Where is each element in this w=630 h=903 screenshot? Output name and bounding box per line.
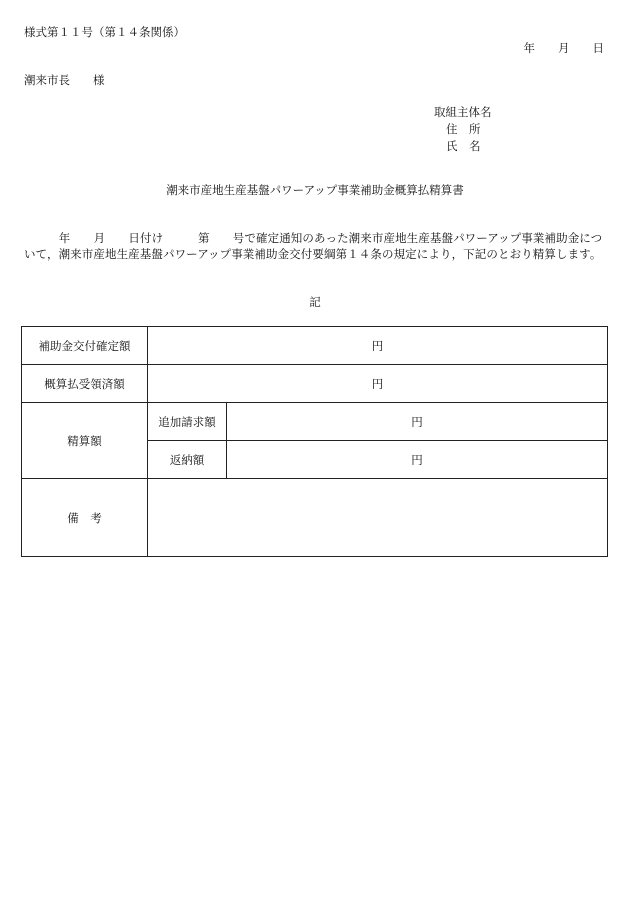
document-title: 潮来市産地生産基盤パワーアップ事業補助金概算払精算書 — [166, 183, 464, 197]
prepaid-amount-label: 概算払受領済額 — [22, 365, 148, 403]
refund-label: 返納額 — [148, 441, 227, 479]
settlement-amount-label: 精算額 — [22, 403, 148, 479]
table-row — [22, 365, 608, 403]
applicant-block — [434, 104, 492, 155]
table-row — [22, 403, 608, 441]
table-row — [22, 327, 608, 365]
ki-heading: 記 — [309, 295, 321, 309]
applicant-name-label: 氏 名 — [446, 139, 481, 153]
additional-claim-value: 円 — [227, 403, 608, 441]
confirmed-amount-value: 円 — [148, 327, 608, 365]
date-line: 年 月 日 — [523, 41, 604, 55]
additional-claim-label: 追加請求額 — [148, 403, 227, 441]
settlement-table — [21, 326, 608, 557]
remarks-value — [148, 479, 608, 557]
refund-value: 円 — [227, 441, 608, 479]
remarks-label: 備 考 — [22, 479, 148, 557]
table-row — [22, 479, 608, 557]
confirmed-amount-label: 補助金交付確定額 — [22, 327, 148, 365]
applicant-org-label: 取組主体名 — [434, 105, 492, 119]
applicant-address-label: 住 所 — [446, 122, 481, 136]
addressee: 潮来市長 様 — [24, 73, 105, 87]
form-number: 様式第１１号（第１４条関係） — [24, 25, 185, 39]
body-paragraph: 年 月 日付け 第 号で確定通知のあった潮来市産地生産基盤パワーアップ事業補助金について，潮来市産地生産基盤パワーアップ事業補助金交付要綱第１４条の規定により，下記のとおり精算します。 — [24, 231, 603, 261]
prepaid-amount-value: 円 — [148, 365, 608, 403]
